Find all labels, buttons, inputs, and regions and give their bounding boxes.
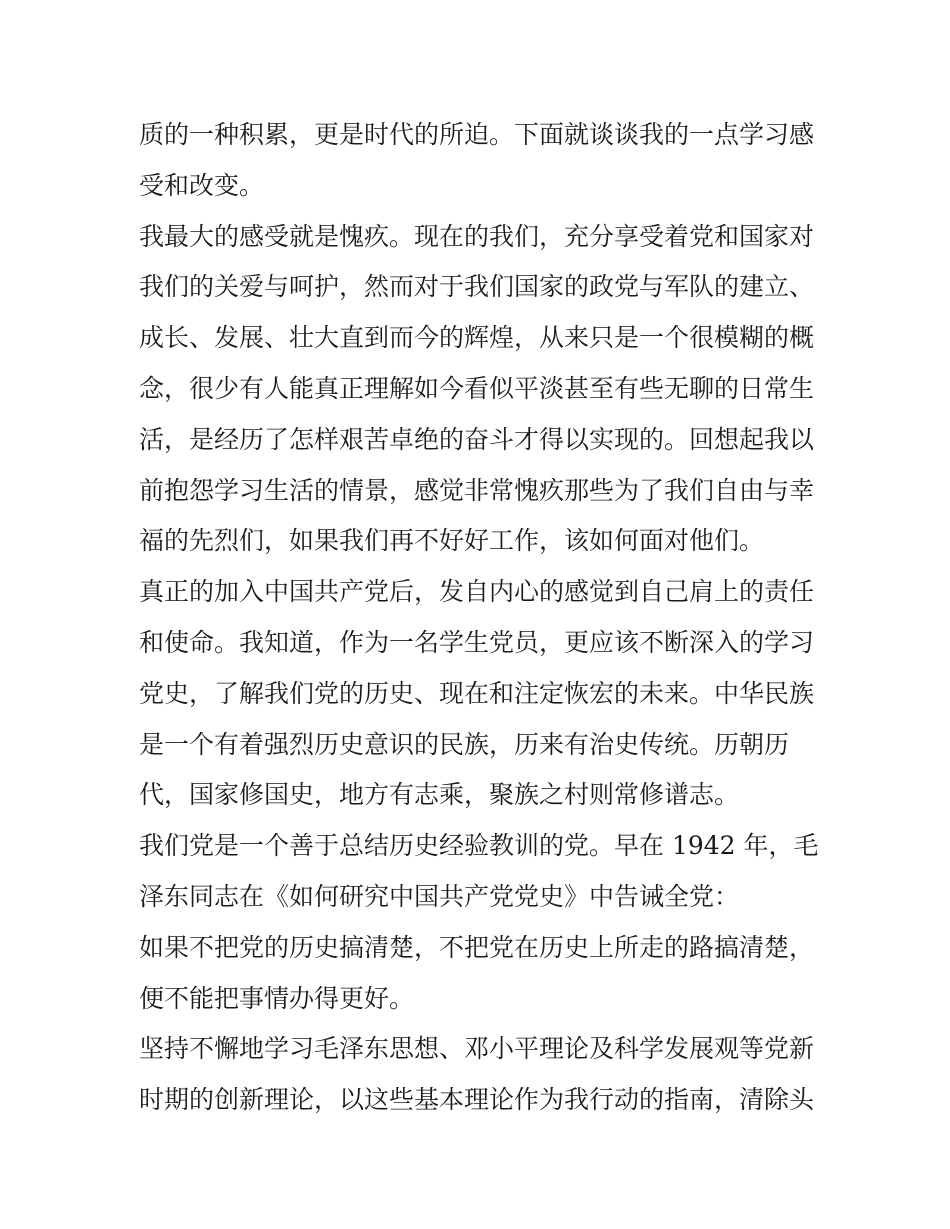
text-line: 党史，了解我们党的历史、现在和注定恢宏的未来。中华民族 [139,678,815,708]
document-body [139,110,819,1126]
text-line: 活，是经历了怎样艰苦卓绝的奋斗才得以实现的。回想起我以 [139,424,815,454]
text-line: 真正的加入中国共产党后，发自内心的感觉到自己肩上的责任 [139,577,815,607]
text-line: 泽东同志在《如何研究中国共产党党史》中告诫全党： [139,881,740,911]
text-line: 我最大的感受就是愧疚。现在的我们，充分享受着党和国家对 [139,221,815,251]
text-line: 便不能把事情办得更好。 [139,983,415,1013]
text-line: 质的一种积累，更是时代的所迫。下面就谈谈我的一点学习感 [139,120,815,149]
text-line: 福的先烈们，如果我们再不好好工作，该如何面对他们。 [139,526,765,556]
text-line: 代，国家修国史，地方有志乘，聚族之村则常修谱志。 [139,780,740,810]
text-line: 念，很少有人能真正理解如今看似平淡甚至有些无聊的日常生 [139,373,815,403]
text-line: 如果不把党的历史搞清楚，不把党在历史上所走的路搞清楚， [139,932,815,962]
text-line: 受和改变。 [139,170,265,200]
text-line: 坚持不懈地学习毛泽东思想、邓小平理论及科学发展观等党新 [139,1034,815,1064]
text-line: 是一个有着强烈历史意识的民族，历来有治史传统。历朝历 [139,729,790,759]
text-line: 前抱怨学习生活的情景，感觉非常愧疚那些为了我们自由与幸 [139,475,815,505]
text-line: 我们党是一个善于总结历史经验教训的党。早在 1942 年，毛 [139,831,819,861]
text-line: 和使命。我知道，作为一名学生党员，更应该不断深入的学习 [139,627,815,657]
text-line: 我们的关爱与呵护，然而对于我们国家的政党与军队的建立、 [139,272,815,302]
text-line: 时期的创新理论，以这些基本理论作为我行动的指南，清除头 [139,1085,815,1115]
text-line: 成长、发展、壮大直到而今的辉煌，从来只是一个很模糊的概 [139,323,815,353]
